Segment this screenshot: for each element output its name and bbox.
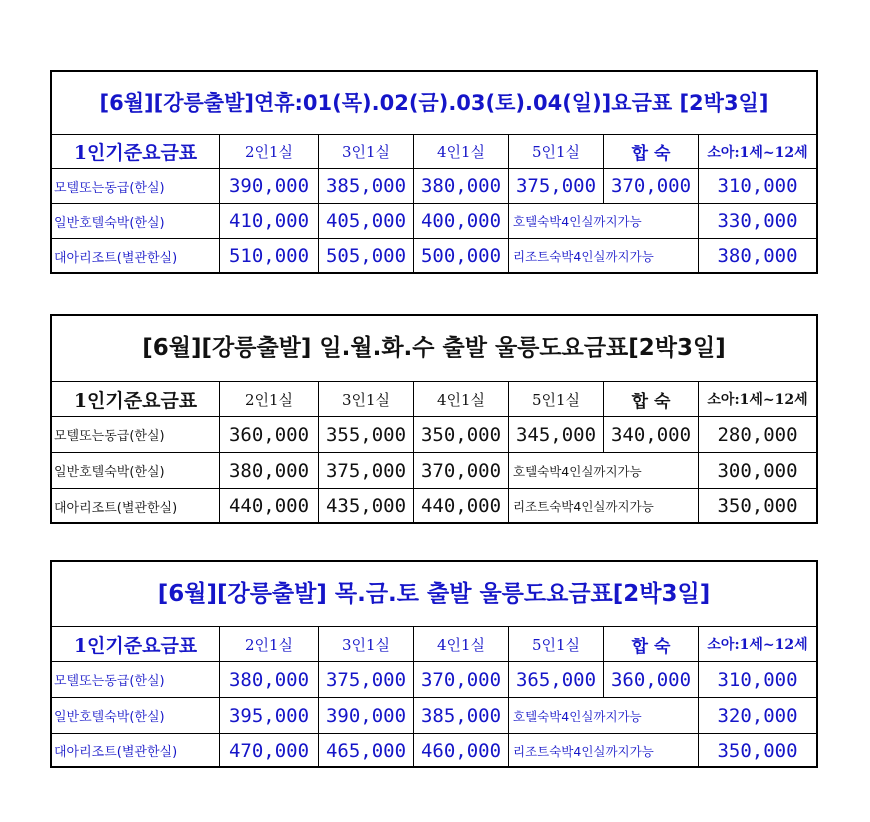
price-child: 310,000 <box>699 662 816 698</box>
row-note: 리조트숙박4인실까지가능 <box>509 489 699 523</box>
table-row <box>52 239 816 273</box>
price-child: 320,000 <box>699 698 816 734</box>
table-row <box>52 489 816 523</box>
price-2: 440,000 <box>220 489 319 523</box>
price-5: 365,000 <box>509 662 604 698</box>
header-5-per-room: 5인1실 <box>509 135 604 169</box>
price-table-holiday <box>50 70 818 274</box>
price-3: 390,000 <box>319 698 414 734</box>
price-3: 375,000 <box>319 453 414 489</box>
price-child: 280,000 <box>699 417 816 453</box>
header-2-per-room: 2인1실 <box>220 135 319 169</box>
price-table-sun-wed <box>50 314 818 524</box>
row-note: 호텔숙박4인실까지가능 <box>509 453 699 489</box>
row-label: 대아리조트(별관한실) <box>52 734 220 767</box>
header-5-per-room: 5인1실 <box>509 627 604 662</box>
row-note: 리조트숙박4인실까지가능 <box>509 734 699 767</box>
price-2: 510,000 <box>220 239 319 273</box>
price-shared: 360,000 <box>604 662 699 698</box>
price-2: 380,000 <box>220 662 319 698</box>
price-4: 350,000 <box>414 417 509 453</box>
table-header-row <box>52 627 816 662</box>
header-shared-room: 합 숙 <box>604 135 699 169</box>
header-5-per-room: 5인1실 <box>509 382 604 417</box>
table-title: [6월][강릉출발]연휴:01(목).02(금).03(토).04(일)]요금표 [2박3일] <box>52 72 816 135</box>
price-table-thu-sat <box>50 560 818 768</box>
price-3: 385,000 <box>319 169 414 204</box>
row-label: 대아리조트(별관한실) <box>52 239 220 273</box>
table-row <box>52 734 816 767</box>
price-2: 410,000 <box>220 204 319 239</box>
header-2-per-room: 2인1실 <box>220 382 319 417</box>
row-label: 대아리조트(별관한실) <box>52 489 220 523</box>
price-child: 310,000 <box>699 169 816 204</box>
price-3: 505,000 <box>319 239 414 273</box>
price-5: 345,000 <box>509 417 604 453</box>
row-note: 호텔숙박4인실까지가능 <box>509 204 699 239</box>
price-2: 470,000 <box>220 734 319 767</box>
table-header-row <box>52 135 816 169</box>
price-shared: 370,000 <box>604 169 699 204</box>
price-3: 405,000 <box>319 204 414 239</box>
header-child: 소아:1세~12세 <box>699 382 816 417</box>
row-label: 일반호텔숙박(한실) <box>52 453 220 489</box>
price-3: 375,000 <box>319 662 414 698</box>
header-child: 소아:1세~12세 <box>699 627 816 662</box>
header-3-per-room: 3인1실 <box>319 382 414 417</box>
header-shared-room: 합 숙 <box>604 382 699 417</box>
price-4: 440,000 <box>414 489 509 523</box>
price-child: 350,000 <box>717 495 798 517</box>
row-label: 일반호텔숙박(한실) <box>52 698 220 734</box>
table-row <box>52 204 816 239</box>
row-note: 호텔숙박4인실까지가능 <box>509 698 699 734</box>
price-2: 380,000 <box>220 453 319 489</box>
price-shared: 340,000 <box>604 417 699 453</box>
price-2: 390,000 <box>220 169 319 204</box>
price-child: 300,000 <box>699 453 816 489</box>
table-row <box>52 698 816 734</box>
price-4: 370,000 <box>414 453 509 489</box>
price-2: 395,000 <box>220 698 319 734</box>
price-child: 330,000 <box>699 204 816 239</box>
price-5: 375,000 <box>509 169 604 204</box>
row-note: 리조트숙박4인실까지가능 <box>509 239 699 273</box>
row-label: 모텔또는동급(한실) <box>52 662 220 698</box>
price-2: 360,000 <box>220 417 319 453</box>
price-4: 380,000 <box>414 169 509 204</box>
price-4: 460,000 <box>414 734 509 767</box>
price-4: 500,000 <box>414 239 509 273</box>
row-label: 모텔또는동급(한실) <box>52 417 220 453</box>
price-3: 465,000 <box>319 734 414 767</box>
table-row <box>52 453 816 489</box>
table-row <box>52 662 816 698</box>
price-4: 400,000 <box>414 204 509 239</box>
header-4-per-room: 4인1실 <box>414 135 509 169</box>
table-row <box>52 417 816 453</box>
header-3-per-room: 3인1실 <box>319 135 414 169</box>
header-per-person: 1인기준요금표 <box>52 135 220 169</box>
table-header-row <box>52 382 816 417</box>
row-label: 일반호텔숙박(한실) <box>52 204 220 239</box>
header-child: 소아:1세~12세 <box>699 135 816 169</box>
table-row <box>52 169 816 204</box>
header-shared-room: 합 숙 <box>604 627 699 662</box>
header-3-per-room: 3인1실 <box>319 627 414 662</box>
row-label: 모텔또는동급(한실) <box>52 169 220 204</box>
header-4-per-room: 4인1실 <box>414 627 509 662</box>
price-3: 435,000 <box>319 489 414 523</box>
price-child: 380,000 <box>717 245 798 267</box>
price-3: 355,000 <box>319 417 414 453</box>
price-4: 370,000 <box>414 662 509 698</box>
header-per-person: 1인기준요금표 <box>52 627 220 662</box>
header-2-per-room: 2인1실 <box>220 627 319 662</box>
header-4-per-room: 4인1실 <box>414 382 509 417</box>
price-4: 385,000 <box>414 698 509 734</box>
header-per-person: 1인기준요금표 <box>52 382 220 417</box>
table-title: [6월][강릉출발] 목.금.토 출발 울릉도요금표[2박3일] <box>52 562 816 627</box>
price-child: 350,000 <box>717 739 798 762</box>
table-title: [6월][강릉출발] 일.월.화.수 출발 울릉도요금표[2박3일] <box>52 316 816 382</box>
